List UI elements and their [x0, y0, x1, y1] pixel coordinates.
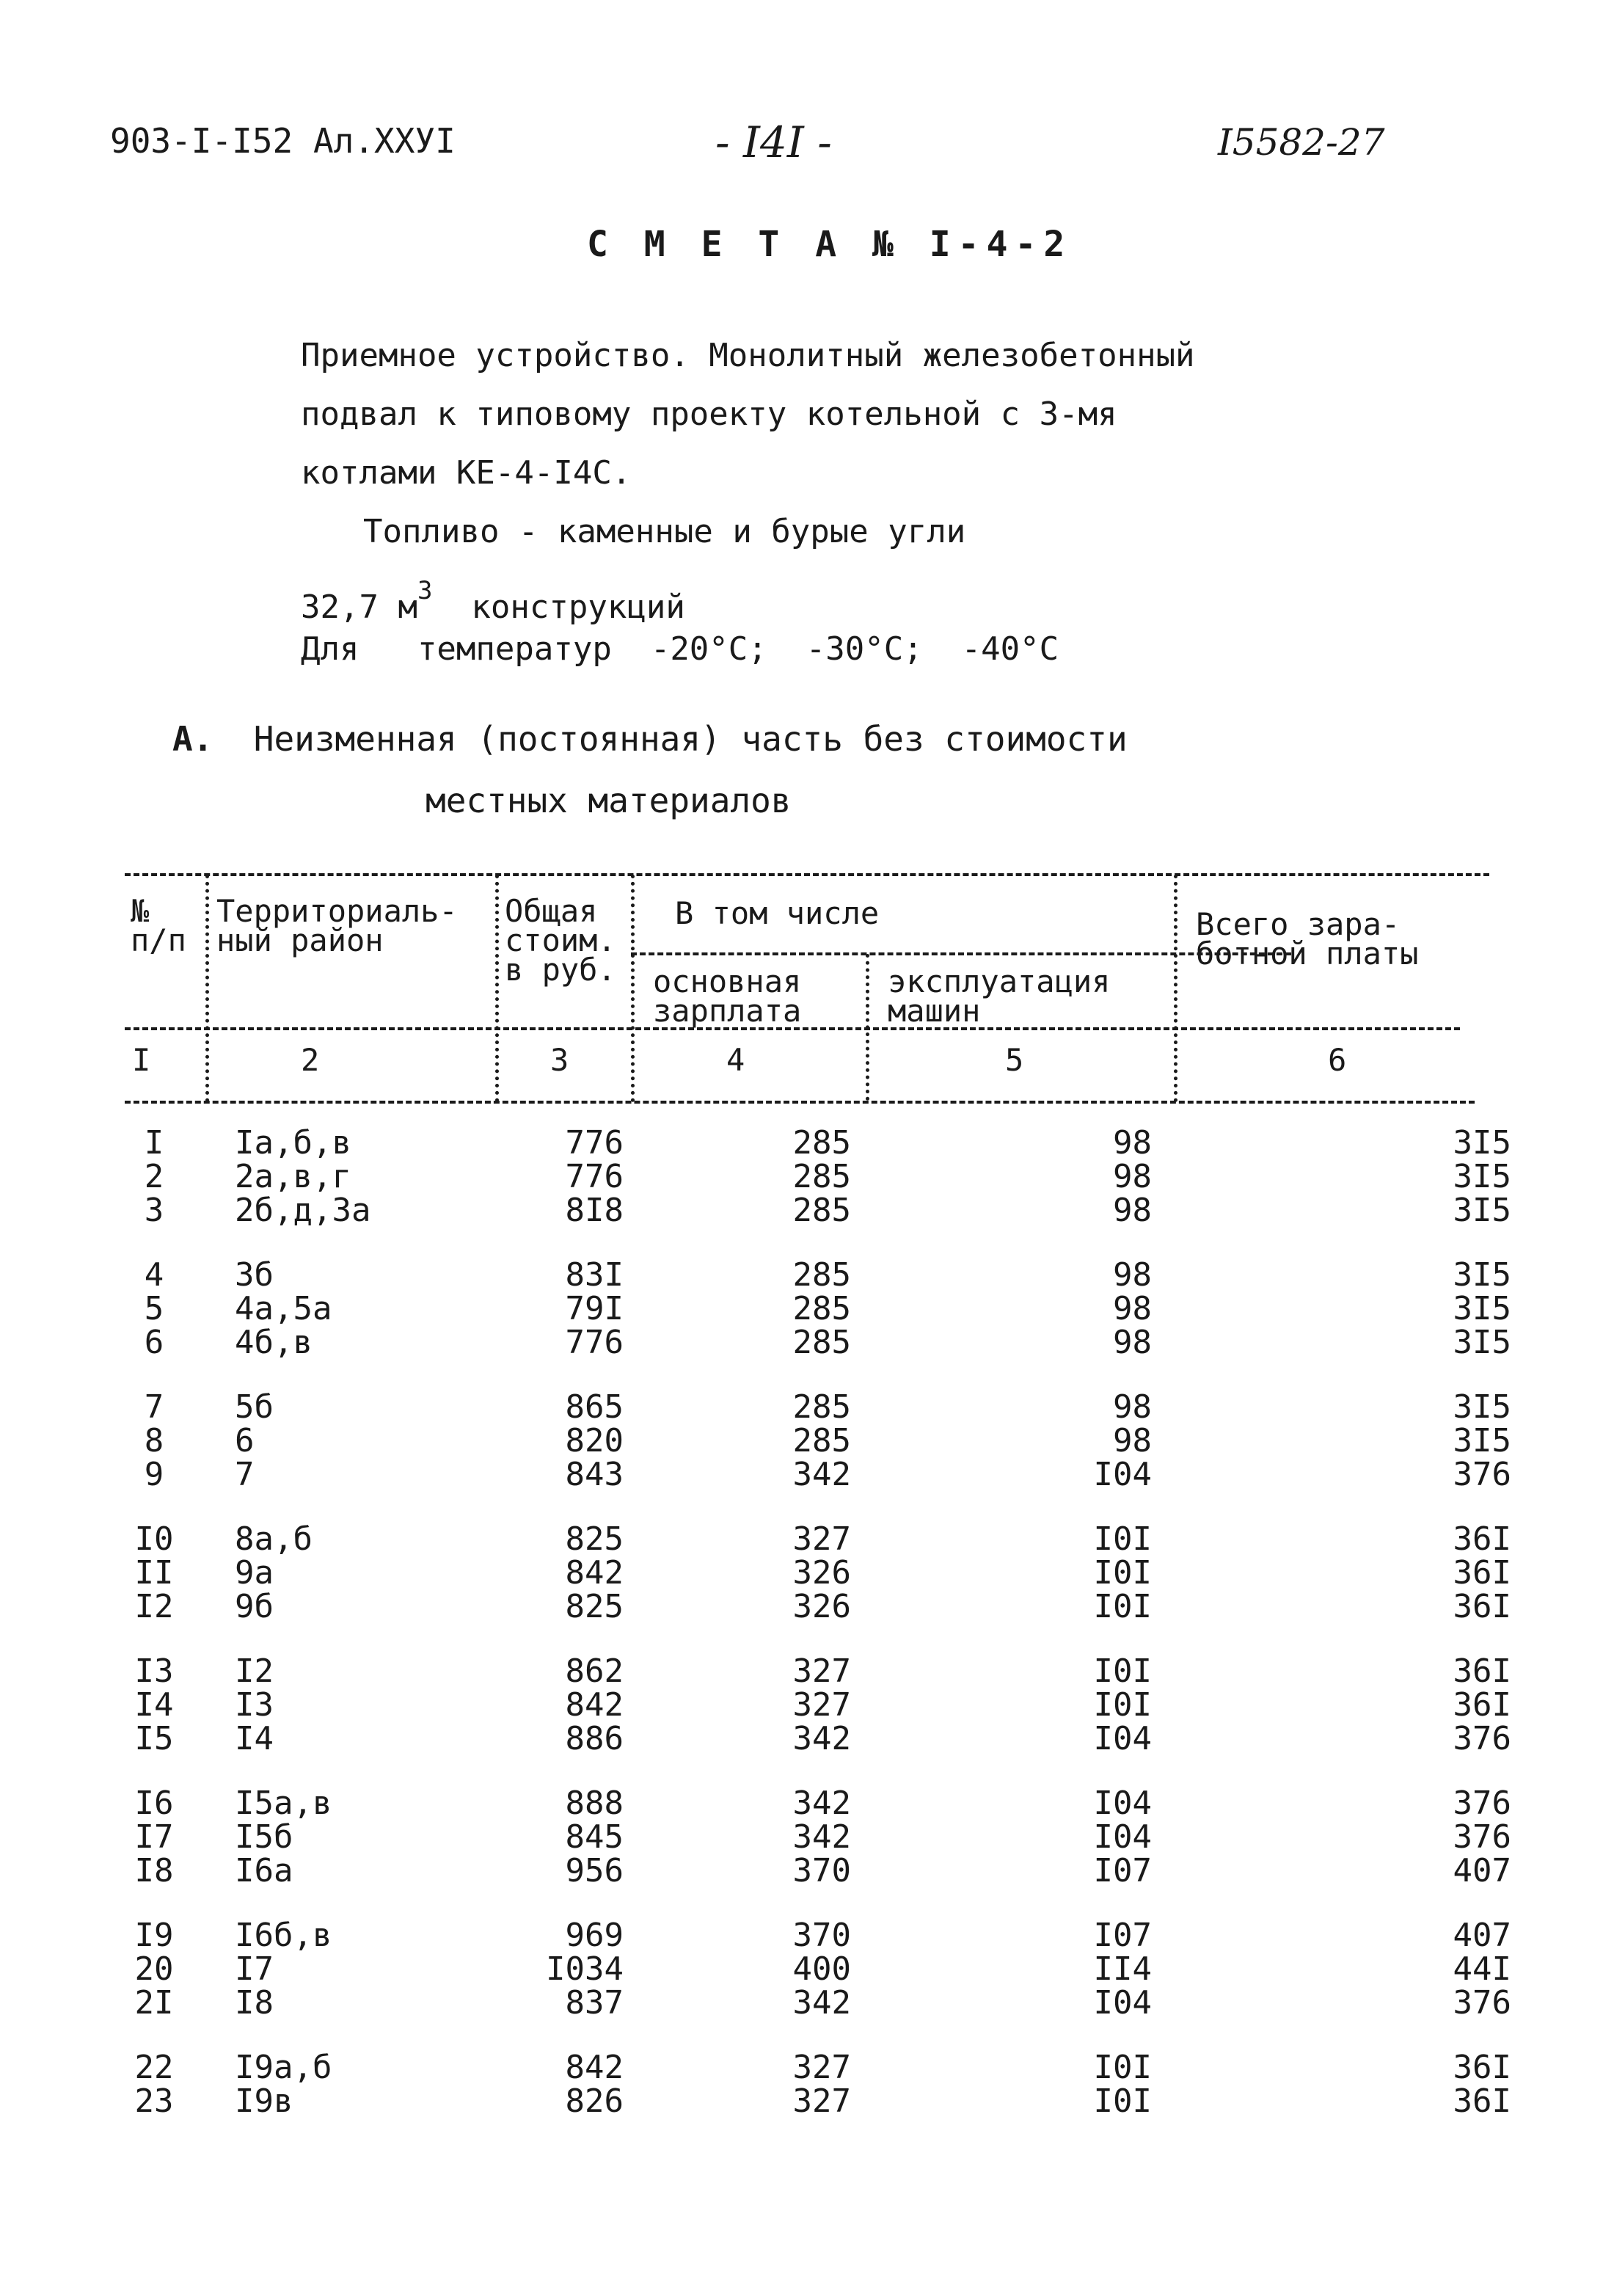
- row-number: 23: [134, 2082, 174, 2120]
- base-salary: 327: [792, 1652, 851, 1690]
- total-cost: 776: [565, 1158, 624, 1195]
- region-code: 2б,д,3а: [235, 1192, 371, 1229]
- header-total-cost: Общая стоим. в руб.: [505, 893, 616, 988]
- document-code: I5582-27: [1218, 121, 1385, 164]
- machine-operation: I04: [1093, 1818, 1152, 1856]
- region-code: Iа,б,в: [235, 1124, 351, 1162]
- region-code: 3б: [235, 1256, 274, 1294]
- row-group: [125, 1388, 1511, 1493]
- machine-operation: 98: [1113, 1124, 1152, 1162]
- header-rule-top: [125, 873, 1489, 876]
- column-number: I: [132, 1042, 151, 1078]
- row-number: 3: [144, 1192, 164, 1229]
- total-cost: 826: [565, 2082, 624, 2120]
- total-wages: 36I: [1453, 1588, 1511, 1625]
- total-wages: 44I: [1453, 1950, 1511, 1988]
- volume-text: конструкций: [432, 588, 685, 626]
- row-number: I3: [134, 1652, 174, 1690]
- total-wages: 3I5: [1453, 1324, 1511, 1361]
- column-divider: [495, 875, 499, 1102]
- total-wages: 376: [1453, 1785, 1511, 1822]
- base-salary: 326: [792, 1588, 851, 1625]
- total-cost: 843: [565, 1456, 624, 1493]
- region-code: 4б,в: [235, 1324, 313, 1361]
- row-group: [125, 1520, 1511, 1625]
- table-row: [125, 2082, 1511, 2120]
- total-wages: 3I5: [1453, 1388, 1511, 1426]
- estimate-table-header: [125, 866, 1489, 1115]
- row-number: I4: [134, 1686, 174, 1724]
- region-code: 7: [235, 1456, 255, 1493]
- row-group: [125, 1124, 1511, 1229]
- volume-value: 32,7 м: [301, 588, 417, 626]
- description-line: котлами КЕ-4-I4С.: [301, 454, 632, 492]
- region-code: 9б: [235, 1588, 274, 1625]
- total-wages: 36I: [1453, 1520, 1511, 1558]
- row-number: 6: [144, 1324, 164, 1361]
- machine-operation: I0I: [1093, 2049, 1152, 2086]
- region-code: I9в: [235, 2082, 293, 2120]
- header-including: В том числе: [675, 895, 880, 931]
- base-salary: 327: [792, 1520, 851, 1558]
- region-code: 8а,б: [235, 1520, 313, 1558]
- header-number: № п/п: [131, 893, 186, 958]
- total-wages: 376: [1453, 1984, 1511, 2022]
- region-code: I9а,б: [235, 2049, 332, 2086]
- row-number: 22: [134, 2049, 174, 2086]
- column-number: 5: [1005, 1042, 1024, 1078]
- region-code: I8: [235, 1984, 274, 2022]
- total-cost: 83I: [565, 1256, 624, 1294]
- column-divider: [205, 875, 209, 1102]
- table-row: [125, 1388, 1511, 1426]
- total-wages: 3I5: [1453, 1290, 1511, 1327]
- table-row: [125, 1422, 1511, 1459]
- row-number: I8: [134, 1852, 174, 1889]
- row-number: 9: [144, 1456, 164, 1493]
- column-number: 2: [301, 1042, 320, 1078]
- total-wages: 3I5: [1453, 1256, 1511, 1294]
- region-code: I5б: [235, 1818, 293, 1856]
- table-row: [125, 1652, 1511, 1690]
- column-divider: [866, 954, 869, 1101]
- machine-operation: I0I: [1093, 1554, 1152, 1592]
- machine-operation: I07: [1093, 1917, 1152, 1954]
- base-salary: 285: [792, 1192, 851, 1229]
- base-salary: 326: [792, 1554, 851, 1592]
- base-salary: 285: [792, 1124, 851, 1162]
- total-cost: 865: [565, 1388, 624, 1426]
- total-cost: 842: [565, 2049, 624, 2086]
- estimate-table-body: [125, 1124, 1511, 2149]
- column-divider: [1174, 875, 1177, 1102]
- total-wages: 3I5: [1453, 1192, 1511, 1229]
- base-salary: 285: [792, 1158, 851, 1195]
- total-wages: 376: [1453, 1720, 1511, 1757]
- total-wages: 3I5: [1453, 1124, 1511, 1162]
- section-label: А.: [172, 719, 213, 759]
- header-total-wages: Всего зара- ботной платы: [1196, 906, 1419, 972]
- description-line: подвал к типовому проекту котельной с 3-мя: [301, 396, 1117, 433]
- region-code: 2а,в,г: [235, 1158, 351, 1195]
- temperatures-line: Для температур -20°С; -30°С; -40°С: [301, 630, 1059, 668]
- volume-line: [301, 561, 1195, 626]
- machine-operation: I0I: [1093, 1588, 1152, 1625]
- total-cost: 862: [565, 1652, 624, 1690]
- region-code: I3: [235, 1686, 274, 1724]
- base-salary: 285: [792, 1422, 851, 1459]
- machine-operation: 98: [1113, 1422, 1152, 1459]
- machine-operation: 98: [1113, 1158, 1152, 1195]
- column-divider: [631, 875, 635, 1102]
- total-cost: 825: [565, 1588, 624, 1625]
- row-number: II: [134, 1554, 174, 1592]
- header-machine-operation: эксплуатация машин: [888, 963, 1111, 1029]
- total-cost: 825: [565, 1520, 624, 1558]
- total-cost: 969: [565, 1917, 624, 1954]
- row-number: I9: [134, 1917, 174, 1954]
- section-heading: [172, 708, 1128, 831]
- region-code: I5а,в: [235, 1785, 332, 1822]
- total-wages: 407: [1453, 1852, 1511, 1889]
- table-row: [125, 1720, 1511, 1757]
- total-cost: I034: [546, 1950, 624, 1988]
- total-cost: 886: [565, 1720, 624, 1757]
- row-number: I0: [134, 1520, 174, 1558]
- machine-operation: 98: [1113, 1388, 1152, 1426]
- machine-operation: I0I: [1093, 1652, 1152, 1690]
- machine-operation: I07: [1093, 1852, 1152, 1889]
- total-cost: 888: [565, 1785, 624, 1822]
- table-row: [125, 2049, 1511, 2086]
- column-number: 4: [726, 1042, 745, 1078]
- total-wages: 376: [1453, 1456, 1511, 1493]
- region-code: 5б: [235, 1388, 274, 1426]
- row-number: I5: [134, 1720, 174, 1757]
- table-row: [125, 1520, 1511, 1558]
- estimate-title: С М Е Т А № I-4-2: [587, 224, 1073, 265]
- base-salary: 370: [792, 1917, 851, 1954]
- total-cost: 8I8: [565, 1192, 624, 1229]
- region-code: 6: [235, 1422, 255, 1459]
- fuel-line: Топливо - каменные и бурые угли: [363, 513, 966, 550]
- machine-operation: I04: [1093, 1785, 1152, 1822]
- base-salary: 342: [792, 1785, 851, 1822]
- row-number: I6: [134, 1785, 174, 1822]
- base-salary: 342: [792, 1456, 851, 1493]
- table-row: [125, 1588, 1511, 1625]
- machine-operation: 98: [1113, 1324, 1152, 1361]
- header-base-salary: основная зарплата: [653, 963, 802, 1029]
- total-wages: 3I5: [1453, 1158, 1511, 1195]
- total-cost: 776: [565, 1124, 624, 1162]
- total-cost: 79I: [565, 1290, 624, 1327]
- table-row: [125, 1686, 1511, 1724]
- header-region: Территориаль- ный район: [216, 893, 458, 958]
- header-rule-bottom: [125, 1101, 1475, 1104]
- machine-operation: 98: [1113, 1192, 1152, 1229]
- total-wages: 36I: [1453, 1686, 1511, 1724]
- section-subtitle: местных материалов: [426, 781, 792, 820]
- total-wages: 36I: [1453, 2049, 1511, 2086]
- estimate-description: [301, 327, 1195, 679]
- table-row: [125, 1917, 1511, 1954]
- row-number: 2I: [134, 1984, 174, 2022]
- base-salary: 327: [792, 1686, 851, 1724]
- table-row: [125, 1456, 1511, 1493]
- machine-operation: I0I: [1093, 1520, 1152, 1558]
- row-group: [125, 1652, 1511, 1757]
- region-code: I6б,в: [235, 1917, 332, 1954]
- machine-operation: I04: [1093, 1456, 1152, 1493]
- header-left: 903-I-I52 Ал.XXУI: [110, 121, 456, 161]
- row-number: 7: [144, 1388, 164, 1426]
- base-salary: 342: [792, 1720, 851, 1757]
- region-code: I7: [235, 1950, 274, 1988]
- total-wages: 36I: [1453, 1554, 1511, 1592]
- machine-operation: I0I: [1093, 1686, 1152, 1724]
- row-number: 4: [144, 1256, 164, 1294]
- table-row: [125, 1158, 1511, 1195]
- table-row: [125, 1324, 1511, 1361]
- row-group: [125, 1917, 1511, 2022]
- table-row: [125, 1950, 1511, 1988]
- total-cost: 837: [565, 1984, 624, 2022]
- row-number: 8: [144, 1422, 164, 1459]
- total-wages: 36I: [1453, 2082, 1511, 2120]
- machine-operation: 98: [1113, 1290, 1152, 1327]
- table-row: [125, 1192, 1511, 1229]
- page-number: - I4I -: [715, 117, 832, 167]
- table-row: [125, 1256, 1511, 1294]
- volume-unit-exponent: 3: [417, 576, 433, 605]
- table-row: [125, 1852, 1511, 1889]
- total-wages: 376: [1453, 1818, 1511, 1856]
- total-cost: 820: [565, 1422, 624, 1459]
- region-code: 4а,5а: [235, 1290, 332, 1327]
- row-group: [125, 1256, 1511, 1361]
- base-salary: 285: [792, 1324, 851, 1361]
- description-line: Приемное устройство. Монолитный железобетонный: [301, 337, 1195, 374]
- row-group: [125, 1785, 1511, 1889]
- row-number: 5: [144, 1290, 164, 1327]
- base-salary: 370: [792, 1852, 851, 1889]
- machine-operation: I04: [1093, 1720, 1152, 1757]
- total-cost: 842: [565, 1554, 624, 1592]
- total-cost: 956: [565, 1852, 624, 1889]
- region-code: I6а: [235, 1852, 293, 1889]
- base-salary: 342: [792, 1984, 851, 2022]
- machine-operation: 98: [1113, 1256, 1152, 1294]
- row-number: I: [144, 1124, 164, 1162]
- total-wages: 36I: [1453, 1652, 1511, 1690]
- region-code: I4: [235, 1720, 274, 1757]
- row-group: [125, 2049, 1511, 2120]
- region-code: 9а: [235, 1554, 274, 1592]
- table-row: [125, 1124, 1511, 1162]
- base-salary: 327: [792, 2082, 851, 2120]
- base-salary: 342: [792, 1818, 851, 1856]
- column-number: 6: [1328, 1042, 1347, 1078]
- base-salary: 285: [792, 1290, 851, 1327]
- total-wages: 407: [1453, 1917, 1511, 1954]
- row-number: I7: [134, 1818, 174, 1856]
- machine-operation: I04: [1093, 1984, 1152, 2022]
- row-number: I2: [134, 1588, 174, 1625]
- base-salary: 285: [792, 1256, 851, 1294]
- table-row: [125, 1554, 1511, 1592]
- machine-operation: II4: [1093, 1950, 1152, 1988]
- region-code: I2: [235, 1652, 274, 1690]
- total-wages: 3I5: [1453, 1422, 1511, 1459]
- total-cost: 776: [565, 1324, 624, 1361]
- header-rule-group: [631, 952, 1291, 955]
- table-row: [125, 1818, 1511, 1856]
- row-number: 2: [144, 1158, 164, 1195]
- total-cost: 845: [565, 1818, 624, 1856]
- base-salary: 285: [792, 1388, 851, 1426]
- table-row: [125, 1290, 1511, 1327]
- base-salary: 327: [792, 2049, 851, 2086]
- row-number: 20: [134, 1950, 174, 1988]
- total-cost: 842: [565, 1686, 624, 1724]
- table-row: [125, 1785, 1511, 1822]
- base-salary: 400: [792, 1950, 851, 1988]
- table-row: [125, 1984, 1511, 2022]
- machine-operation: I0I: [1093, 2082, 1152, 2120]
- column-number: 3: [550, 1042, 569, 1078]
- section-title: Неизменная (постоянная) часть без стоимости: [253, 719, 1128, 759]
